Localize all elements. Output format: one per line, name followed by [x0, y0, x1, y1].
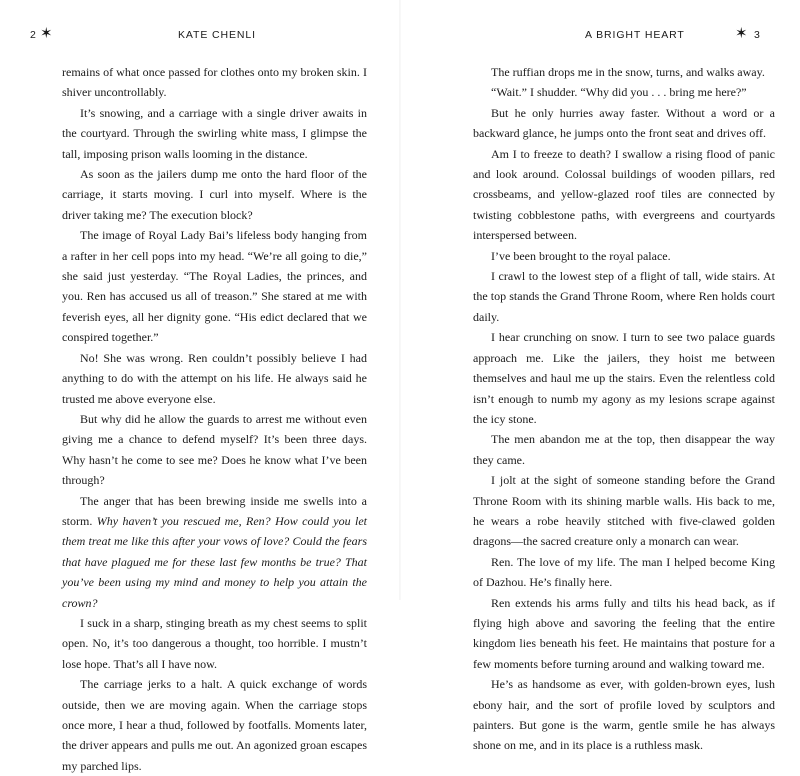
paragraph: I jolt at the sight of someone standing before the Grand Throne Room with its shining marble walls. His back to me, he wears a robe heavily stitched with five-clawed golden dragons—the sacred creature only a monarch can wear.: [473, 473, 775, 549]
paragraph: As soon as the jailers dump me onto the hard floor of the carriage, it starts moving. I curl into myself. Where is the driver taking me? The execution block?: [62, 167, 367, 222]
paragraph: Ren. The love of my life. The man I helped become King of Dazhou. He’s finally here.: [473, 554, 775, 590]
paragraph: The men abandon me at the top, then disappear the way they came.: [473, 432, 775, 467]
right-running-header: [422, 27, 774, 43]
left-page-text: [62, 62, 367, 776]
paragraph: I suck in a sharp, stinging breath as my chest seems to split open. No, it’s too dangerous a thought, too horrible. I mustn’t lose hope. That’s all I have now.: [62, 615, 367, 671]
left-running-head-author: KATE CHENLI: [178, 29, 256, 41]
right-page-number: 3: [754, 29, 761, 41]
paragraph: It’s snowing, and a carriage with a single driver awaits in the courtyard. Through the swirling white mass, I glimpse the tall, imposing prison walls looming in the distance.: [62, 105, 367, 161]
paragraph-with-italic-thought: [62, 491, 367, 613]
left-page-number: 2: [30, 29, 37, 41]
paragraph: I’ve been brought to the royal palace.: [491, 248, 671, 263]
paragraph: The carriage jerks to a halt. A quick exchange of words outside, then we are moving again. When the carriage stops once more, I hear a thud, followed by footfalls. Moments later, the driver appears and pulls me out. An agonized groan escapes my parched lips.: [62, 677, 367, 773]
paragraph: I crawl to the lowest step of a flight of tall, wide stairs. At the top stands the Grand Throne Room, where Ren holds court daily.: [473, 269, 775, 324]
paragraph: Ren extends his arms fully and tilts his head back, as if flying high above and savoring the feeling that the entire kingdom lies beneath his feet. He maintains that posture for a few moments before turning around and walking toward me.: [473, 595, 775, 671]
left-page: [0, 0, 400, 773]
paragraph: “Wait.” I shudder. “Why did you . . . bring me here?”: [491, 85, 747, 100]
paragraph: remains of what once passed for clothes onto my broken skin. I shiver uncontrollably.: [62, 65, 367, 100]
paragraph: The image of Royal Lady Bai’s lifeless body hanging from a rafter in her cell pops into my head. “We’re all going to die,” she said just yesterday. “The Royal Ladies, the princes, and you. Ren has accused us all of treason.” She stared at me with feverish eyes, all her dignity gone. “His edict declared that we conspired together.”: [62, 228, 367, 345]
paragraph: Am I to freeze to death? I swallow a rising flood of panic and look around. Colossal buildings of wooden pillars, red crossbeams, and yellow-glazed roof tiles are connected by twisting cobblestone paths, with evergreens and courtyards interspersed between.: [473, 146, 775, 243]
paragraph: No! She was wrong. Ren couldn’t possibly believe I had anything to do with the attempt on his life. He always said he trusted me above everyone else.: [62, 350, 367, 406]
right-running-head-title: A BRIGHT HEART: [585, 29, 685, 41]
right-page-text: [473, 62, 775, 756]
star-ornament-icon: ✶: [735, 25, 749, 42]
paragraph: I hear crunching on snow. I turn to see two palace guards approach me. Like the jailers, they hoist me between themselves and haul me up the stairs. Even the relentless cold isn’t enough to numb my agony as my lesions scrape against the icy stone.: [473, 330, 775, 426]
paragraph: He’s as handsome as ever, with golden-brown eyes, lush ebony hair, and the sort of profile loved by sculptors and painters. But gone is the warm, gentle smile he has always shone on me, and in its place is a ruthless mask.: [473, 677, 775, 753]
paragraph: But why did he allow the guards to arrest me without even giving me a chance to defend myself? It’s been three days. Why hasn’t he come to see me? Does he know what I’ve been through?: [62, 411, 367, 488]
paragraph-lead: The anger that has been brewing inside me swells into a storm.: [62, 493, 367, 528]
star-ornament-icon: ✶: [40, 25, 54, 42]
right-page: [400, 0, 800, 753]
paragraph: The ruffian drops me in the snow, turns, and walks away.: [491, 65, 765, 79]
italic-thought: Why haven’t you rescued me, Ren? How could you let them treat me like this after your vows of love? Could the fears that have plagued me for these last few months be true? That you’ve been using my mind and money to help you attain the crown?: [62, 513, 367, 610]
left-running-header: [30, 27, 378, 43]
paragraph: But he only hurries away faster. Without a word or a backward glance, he jumps onto the front seat and drives off.: [473, 105, 775, 141]
